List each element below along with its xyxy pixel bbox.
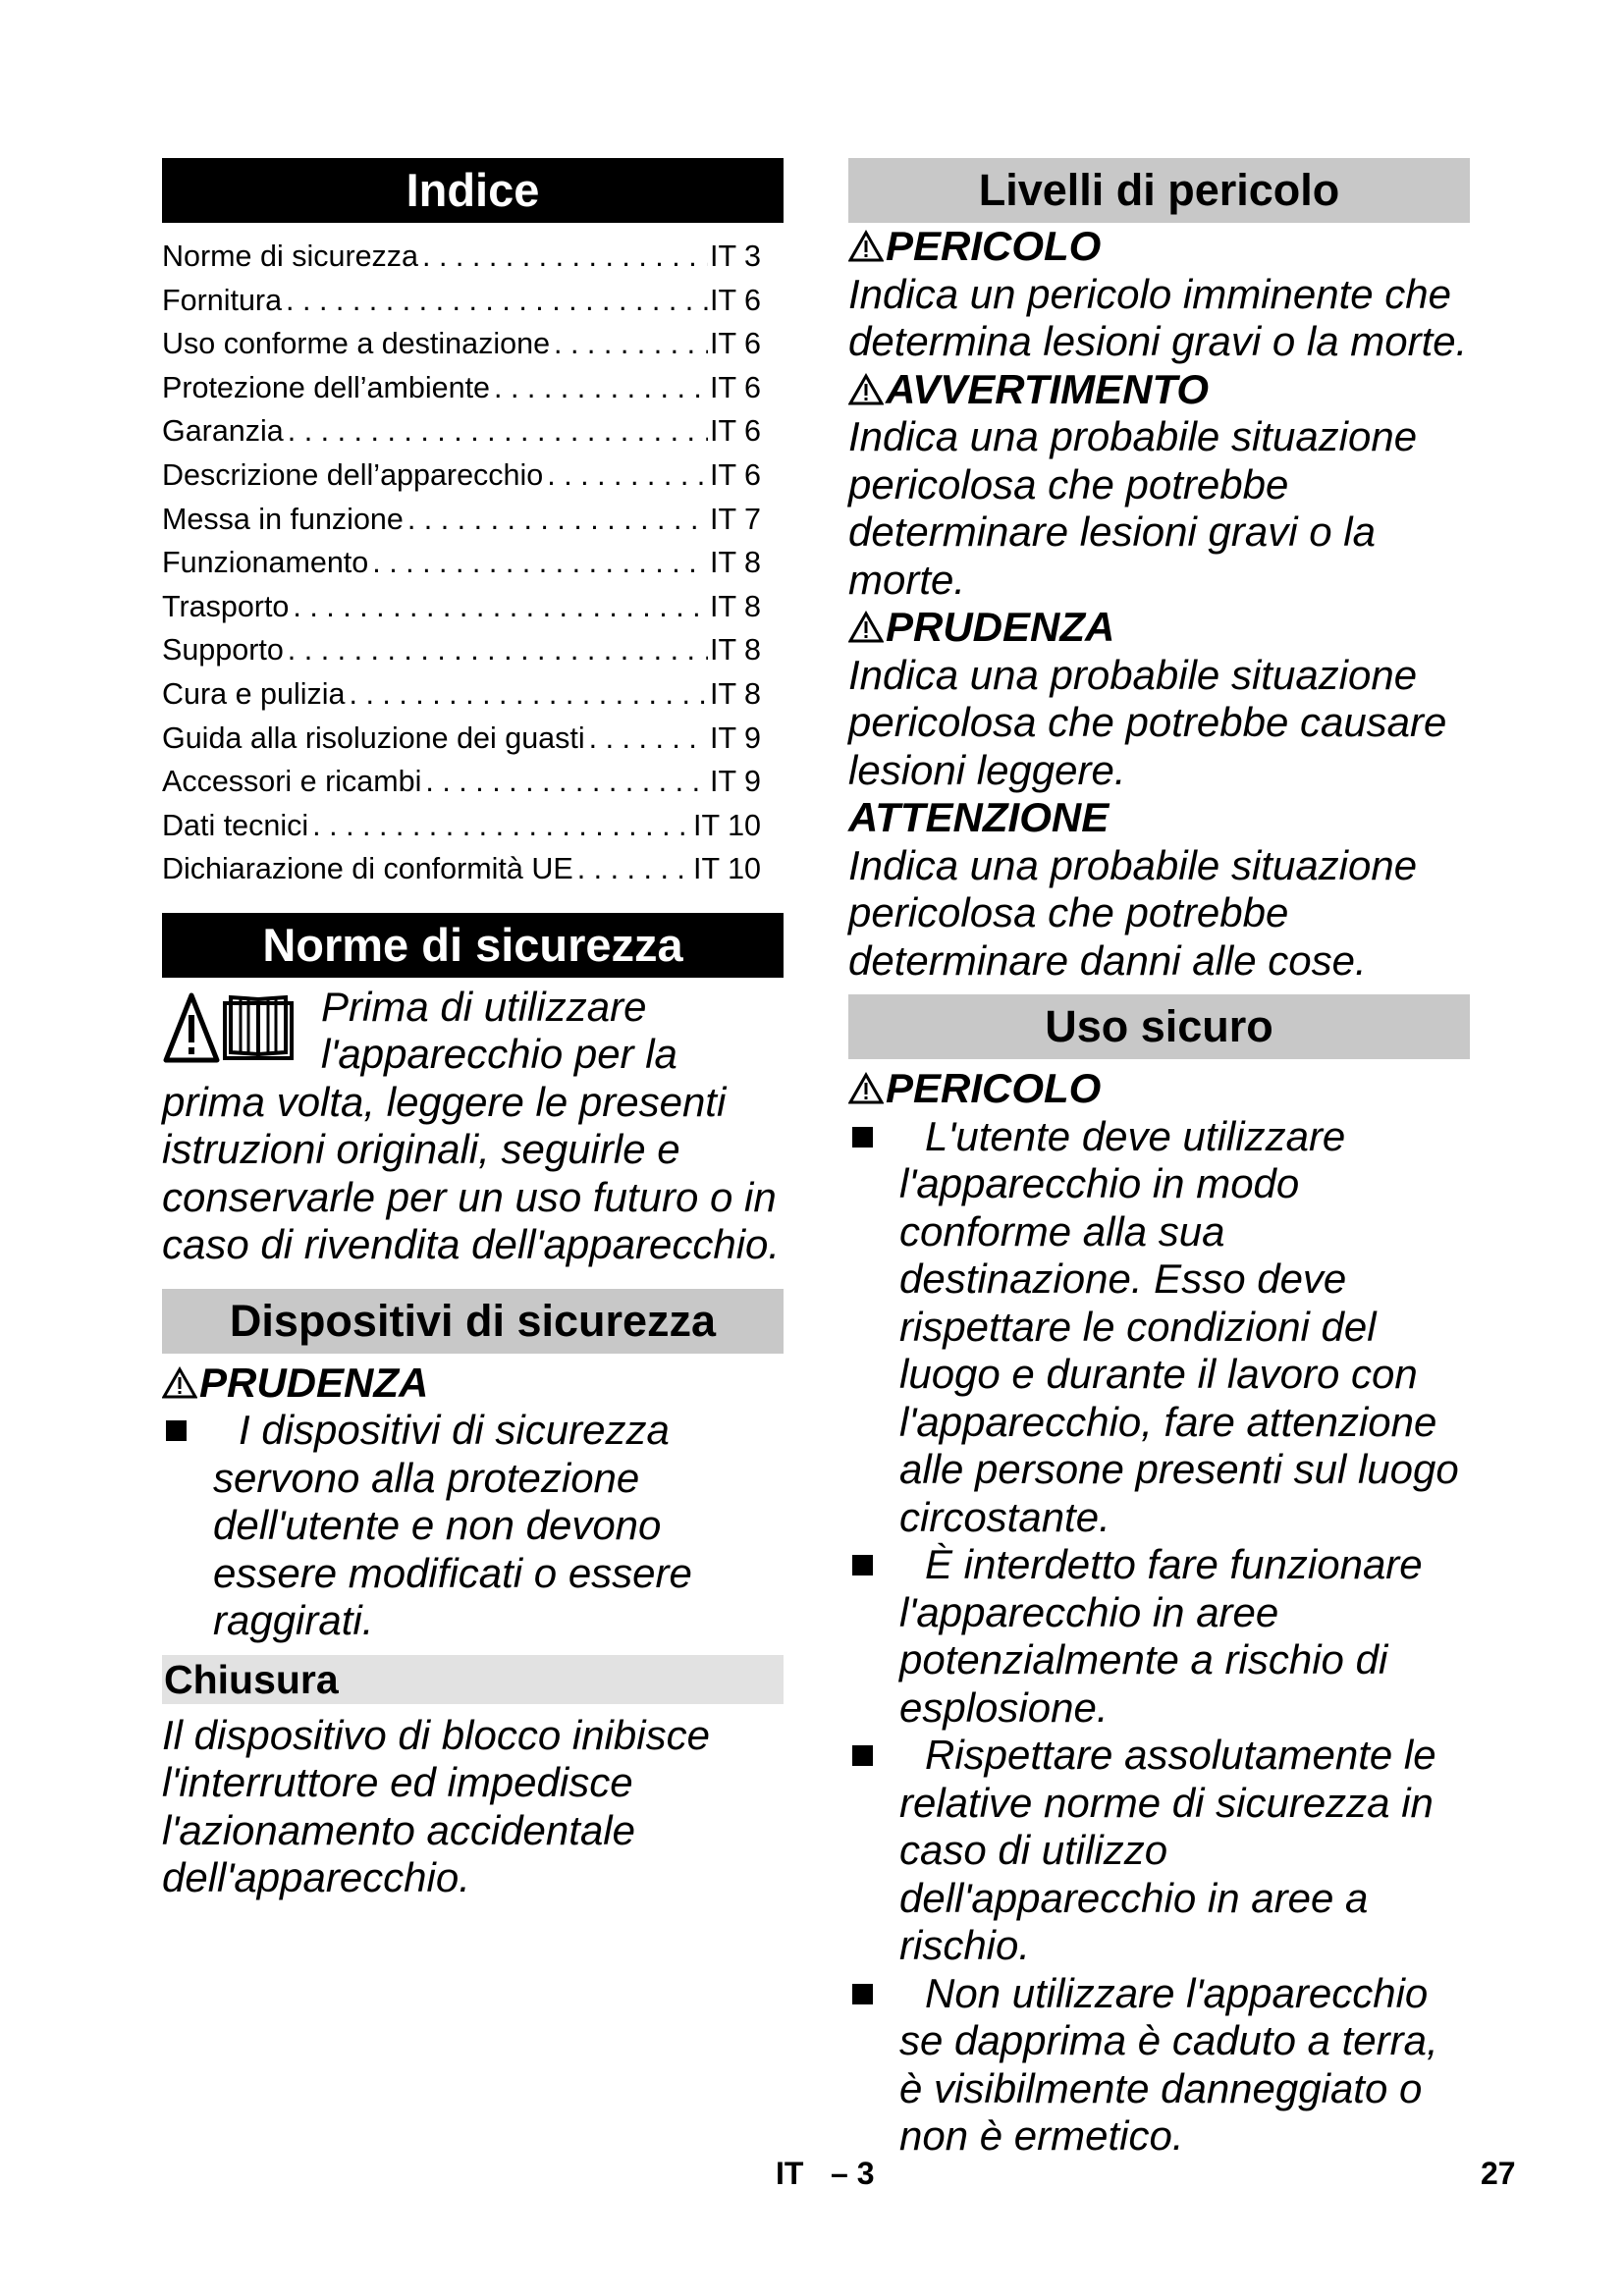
lock-text: Il dispositivo di blocco inibisce l'interruttore ed impedisce l'azionamento accidentale dell'apparecchio. [162,1711,710,1901]
toc-entry-page: IT 10 [693,852,761,886]
danger-levels-list [848,223,1470,985]
toc-entry-page: IT 7 [710,502,761,536]
danger-level-label: ATTENZIONE [848,794,1110,840]
toc-entry [162,279,761,323]
toc-leader-dots [288,409,708,454]
toc-entry [162,366,761,410]
toc-entry-title: Descrizione dell’apparecchio [162,457,544,492]
lock-heading: Chiusura [162,1655,784,1704]
toc-leader-dots [577,847,691,891]
toc-entry-title: Funzionamento [162,546,369,580]
toc-leader-dots [589,717,708,761]
devices-caution-label: PRUDENZA [162,1360,784,1408]
danger-level-text: Indica una probabile situazione pericolosa che potrebbe determinare lesioni gravi o la morte. [848,413,1418,603]
toc-entry-page: IT 6 [710,283,761,317]
toc-entry-page: IT 6 [710,370,761,404]
safety-devices-heading: Dispositivi di sicurezza [162,1289,784,1354]
safe-use-bullet: Non utilizzare l'apparecchio se dapprima è caduto a terra, è visibilmente danneggiato o non è ermetico. [848,1970,1470,2161]
warning-icon [848,611,884,644]
toc-entry [162,717,761,761]
danger-levels-heading: Livelli di pericolo [848,158,1470,223]
warning-icon [162,1366,197,1400]
toc-entry-title: Protezione dell’ambiente [162,370,491,404]
bullet-square [852,1127,873,1148]
warning-icon [848,230,884,263]
toc-entry [162,235,761,279]
toc-entry-page: IT 9 [710,721,761,755]
toc-entry [162,847,761,891]
toc-leader-dots [312,804,691,848]
toc-entry [162,541,761,585]
toc-entry-title: Supporto [162,633,284,667]
toc-entry-title: Norme di sicurezza [162,240,419,273]
danger-level-label: PERICOLO [848,223,1470,271]
toc-leader-dots [407,498,708,542]
toc-leader-dots [350,672,709,717]
bullet-square [852,1984,873,2004]
toc-entry-title: Guida alla risoluzione dei guasti [162,721,585,755]
toc-entry [162,454,761,498]
safe-use-bullet: È interdetto fare funzionare l'apparecchio in aree potenzialmente a rischio di esplosione. [848,1541,1470,1732]
toc-entry-title: Cura e pulizia [162,676,346,711]
toc-entry-title: Garanzia [162,414,284,449]
toc-entry [162,498,761,542]
danger-level-label: AVVERTIMENTO [848,366,1470,414]
toc-entry [162,672,761,717]
toc-leader-dots [425,760,708,804]
devices-bullet: I dispositivi di sicurezza servono alla protezione dell'utente e non devono essere modificati o essere raggirati. [162,1407,784,1645]
toc-leader-dots [422,235,708,279]
safe-use-heading: Uso sicuro [848,994,1470,1059]
warning-manual-icon [162,989,309,1070]
toc-entry [162,322,761,366]
danger-level-text: Indica una probabile situazione pericolosa che potrebbe determinare danni alle cose. [848,841,1418,984]
table-of-contents [162,235,784,891]
toc-entry-page: IT 6 [710,414,761,449]
safety-intro-text: Prima di utilizzare l'apparecchio per la prima volta, leggere le presenti istruzioni originali, seguirle e conservarle per un uso futuro o in caso di rivendita dell'apparecchio. [162,983,781,1268]
toc-entry-title: Uso conforme a destinazione [162,327,551,361]
toc-entry-page: IT 8 [710,589,761,623]
safe-use-bullet: L'utente deve utilizzare l'apparecchio in modo conforme alla sua destinazione. Esso deve rispettare le condizioni del luogo e durante il lavoro con l'apparecchio, fare attenzione alle persone presenti sul luogo circostante. [848,1113,1470,1542]
toc-entry-title: Trasporto [162,589,290,623]
bullet-square [166,1420,187,1441]
warning-icon [848,373,884,406]
toc-entry-page: IT 8 [710,676,761,711]
toc-entry [162,628,761,672]
toc-entry-page: IT 6 [710,327,761,361]
danger-level-text: Indica una probabile situazione pericolosa che potrebbe causare lesioni leggere. [848,651,1447,793]
toc-leader-dots [293,585,708,629]
toc-entry [162,409,761,454]
toc-entry-page: IT 9 [710,765,761,799]
bullet-square [852,1745,873,1766]
danger-level-label: PRUDENZA [848,604,1470,652]
footer-section-page: – 3 [831,2156,875,2191]
toc-entry-title: Dati tecnici [162,808,309,842]
toc-entry-title: Messa in funzione [162,502,404,536]
toc-leader-dots [288,628,708,672]
toc-leader-dots [286,279,708,323]
safe-use-bullet: Rispettare assolutamente le relative norme di sicurezza in caso di utilizzo dell'apparecchio in aree a rischio. [848,1732,1470,1970]
toc-leader-dots [547,454,708,498]
toc-entry-title: Dichiarazione di conformità UE [162,852,573,886]
toc-leader-dots [494,366,708,410]
right-column [848,158,1470,2161]
safety-heading: Norme di sicurezza [162,913,784,978]
toc-entry-page: IT 8 [710,633,761,667]
bullet-square [852,1555,873,1575]
toc-entry-page: IT 3 [710,240,761,273]
footer-page-number: 27 [1481,2156,1516,2191]
toc-entry [162,760,761,804]
safe-use-danger-label: PERICOLO [848,1065,1470,1113]
toc-entry-title: Fornitura [162,283,283,317]
safety-intro [162,984,784,1269]
toc-entry-page: IT 8 [710,546,761,580]
safe-use-bullets [848,1113,1470,2161]
warning-icon [848,1072,884,1105]
toc-entry [162,585,761,629]
toc-entry-title: Accessori e ricambi [162,765,422,799]
toc-leader-dots [554,322,708,366]
danger-level-text: Indica un pericolo imminente che determina lesioni gravi o la morte. [848,270,1468,364]
footer-language: IT [776,2156,804,2191]
toc-entry [162,804,761,848]
toc-leader-dots [372,541,708,585]
toc-entry-page: IT 6 [710,457,761,492]
index-heading: Indice [162,158,784,223]
toc-entry-page: IT 10 [693,808,761,842]
left-column [162,158,784,1902]
